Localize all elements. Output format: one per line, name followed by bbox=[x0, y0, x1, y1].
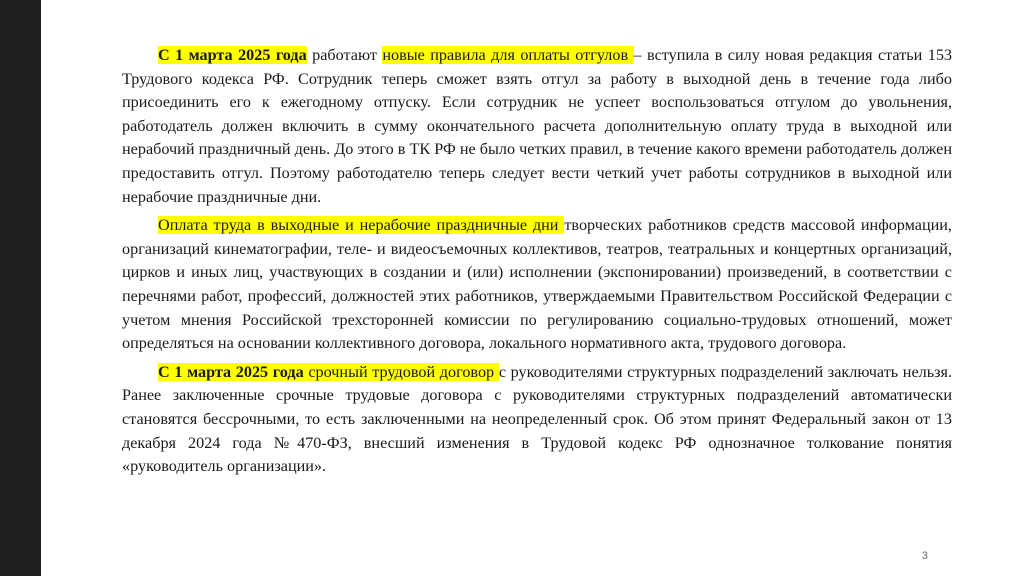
highlight-date: С 1 марта 2025 года bbox=[158, 46, 307, 64]
text-segment: – вступила в силу новая редакция статьи 153 Трудового кодекса РФ. Сотрудник теперь сможет взять отгул за работу в выходной день в течение года либо присоединить его к ежегодному отпуску. Если сотрудник не успеет воспользоваться отгулом до увольнения, работодатель должен включить в сумму окончательного расчета дополнительную оплату труда в выходной или нерабочий праздничный день. До этого в ТК РФ не было четких правил, в течение какого времени работодатель должен предоставить отгул. Поэтому работодателю теперь следует вести четкий учет работы сотрудников в выходной или нерабочие праздничные дни. bbox=[122, 46, 953, 206]
paragraph-weekend-leave bbox=[122, 44, 952, 209]
page-number: 3 bbox=[921, 550, 928, 562]
highlight-holiday-pay: Оплата труда в выходные и нерабочие праздничные дни bbox=[158, 216, 565, 235]
text-segment: работают bbox=[306, 46, 383, 64]
slide-left-bar bbox=[0, 0, 41, 576]
paragraph-holiday-pay bbox=[122, 214, 952, 356]
text-segment: с руководителями структурных подразделений заключать нельзя. Ранее заключенные срочные трудовые договора с руководителями структурных подразделений автоматически становятся бессрочными, то есть заключенными на неопределенный срок. Об этом принят Федеральный закон от 13 декабря 2024 года №470-ФЗ, внесший изменения в Трудовой кодекс РФ однозначное толкование понятия «руководитель организации». bbox=[122, 362, 953, 476]
highlight-date: С 1 марта 2025 года bbox=[158, 362, 304, 381]
paragraph-fixed-term-contract bbox=[122, 361, 952, 479]
highlight-fixed-term: срочный трудовой договор bbox=[308, 362, 499, 381]
highlight-new-rules: новые правила для оплаты отгулов bbox=[382, 46, 634, 64]
text-segment: творческих работников средств массовой информации, организаций кинематографии, теле- и видеосъемочных коллективов, театров, театральных и концертных организаций, цирков и иных лиц, участвующих в создании и (или) исполнении (экспонировании) произведений, в соответствии с перечнями работ, профессий, должностей этих работников, утверждаемыми Правительством Российской Федерации с учетом мнения Российской трехсторонней комиссии по регулированию социально-трудовых отношений, может определяться на основании коллективного договора, локального нормативного акта, трудового договора. bbox=[122, 216, 952, 353]
slide-body bbox=[122, 44, 952, 484]
